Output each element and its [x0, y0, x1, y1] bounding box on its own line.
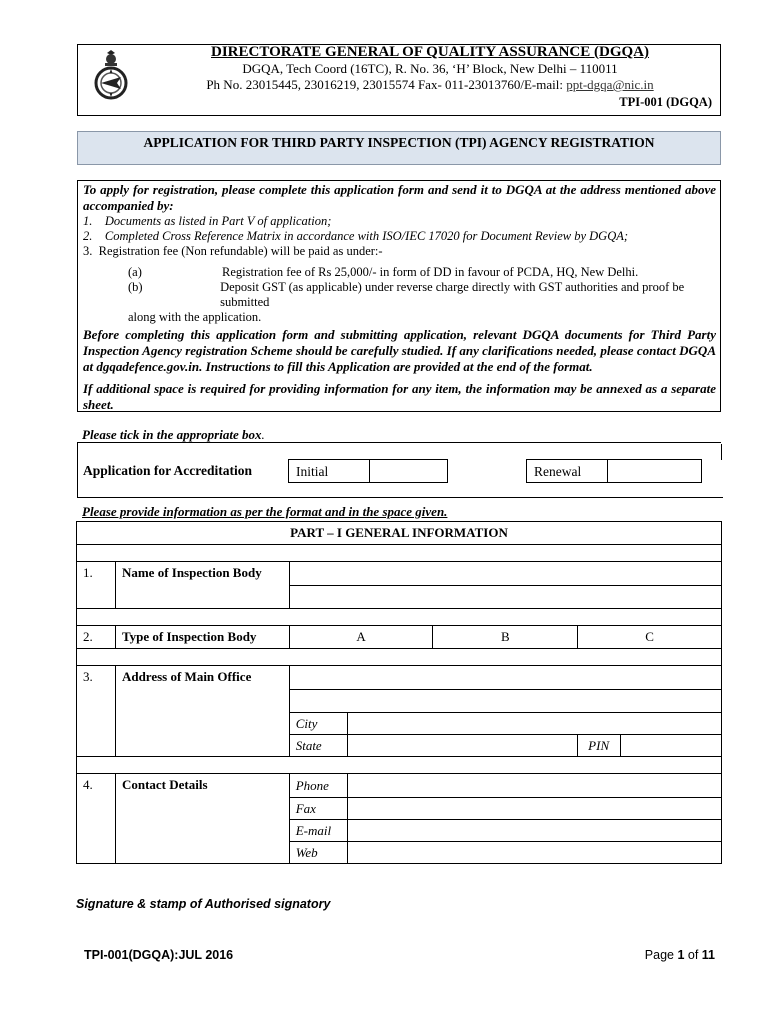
fee-item-a: (a) Registration fee of Rs 25,000/- in form of DD in favour of PCDA, HQ, New Delhi. — [128, 265, 639, 279]
row-number: 2. — [77, 626, 116, 649]
space-note: If additional space is required for providing information for any item, the information may be annexed as a separate sheet. — [83, 381, 716, 412]
email-label: E-mail — [289, 820, 347, 842]
divider — [721, 444, 722, 460]
pin-label: PIN — [578, 735, 621, 757]
row-number: 3. — [77, 666, 116, 757]
pin-input[interactable] — [621, 735, 722, 757]
initial-label: Initial — [289, 460, 370, 482]
tick-note: Please tick in the appropriate box. — [82, 427, 265, 442]
header-contact — [150, 77, 710, 93]
footer-form-code: TPI-001(DGQA):JUL 2016 — [84, 948, 234, 962]
spacer-row — [77, 545, 722, 562]
list-item: 1. Documents as listed in Part V of application; — [83, 214, 332, 228]
form-code: TPI-001 (DGQA) — [619, 95, 712, 109]
header-email-link[interactable]: ppt-dgqa@nic.in — [566, 77, 654, 92]
address-line-1-input[interactable] — [289, 666, 721, 690]
email-input[interactable] — [347, 820, 721, 842]
address-of-main-office-label: Address of Main Office — [115, 666, 289, 757]
state-label: State — [289, 735, 347, 757]
name-of-inspection-body-input[interactable] — [289, 562, 721, 586]
city-label: City — [289, 713, 347, 735]
renewal-label: Renewal — [527, 460, 608, 482]
accreditation-label: Application for Accreditation — [83, 463, 252, 478]
before-note: Before completing this application form and submitting application, relevant DGQA documents for Third Party Inspection Agency registration Scheme should be carefully studied. If any clarifications needed, please contact DGQA at dgqadefence.gov.in. Instructions to fill this Application are provided at the end of the format. — [83, 327, 716, 374]
fax-label: Fax — [289, 798, 347, 820]
application-title: APPLICATION FOR THIRD PARTY INSPECTION (TPI) AGENCY REGISTRATION — [77, 131, 721, 165]
dgqa-emblem-icon — [84, 47, 138, 101]
list-item: 3. Registration fee (Non refundable) will be paid as under:- — [83, 244, 383, 258]
city-input[interactable] — [347, 713, 721, 735]
initial-checkbox[interactable] — [370, 460, 447, 482]
row-number: 1. — [77, 562, 116, 609]
initial-option — [288, 459, 448, 483]
spacer-row — [77, 757, 722, 774]
provide-note: Please provide information as per the format and in the space given. — [82, 504, 448, 519]
web-label: Web — [289, 842, 347, 864]
address-line-2-input[interactable] — [289, 690, 721, 713]
fee-item-b-cont: along with the application. — [128, 310, 262, 324]
list-item: 2. Completed Cross Reference Matrix in accordance with ISO/IEC 17020 for Document Review by DGQA; — [83, 229, 629, 243]
type-c-option[interactable]: C — [578, 626, 722, 649]
general-information-table — [76, 521, 722, 864]
contact-details-label: Contact Details — [115, 774, 289, 864]
spacer-row — [77, 609, 722, 626]
type-b-option[interactable]: B — [433, 626, 578, 649]
state-input[interactable] — [347, 735, 578, 757]
part-1-heading: PART – I GENERAL INFORMATION — [77, 522, 722, 545]
phone-input[interactable] — [347, 774, 721, 798]
header-address: DGQA, Tech Coord (16TC), R. No. 36, ‘H’ Block, New Delhi – 110011 — [242, 61, 618, 76]
row-number: 4. — [77, 774, 116, 864]
header-phone: Ph No. 23015445, 23016219, 23015574 Fax- 011-23013760/E-mail: — [206, 77, 567, 92]
instructions-box — [77, 180, 721, 412]
name-of-inspection-body-label: Name of Inspection Body — [115, 562, 289, 609]
type-of-inspection-body-label: Type of Inspection Body — [115, 626, 289, 649]
web-input[interactable] — [347, 842, 721, 864]
fax-input[interactable] — [347, 798, 721, 820]
phone-label: Phone — [289, 774, 347, 798]
instructions-intro: To apply for registration, please complete this application form and send it to DGQA at the address mentioned above accompanied by: — [83, 182, 716, 213]
renewal-option — [526, 459, 702, 483]
footer-page-number: Page 1 of 11 — [644, 948, 715, 962]
name-of-inspection-body-input-2[interactable] — [289, 586, 721, 609]
signature-label: Signature & stamp of Authorised signatory — [76, 897, 331, 911]
fee-item-b: (b) Deposit GST (as applicable) under reverse charge directly with GST authorities and proof be submitted — [128, 280, 685, 309]
page-title: DIRECTORATE GENERAL OF QUALITY ASSURANCE (DGQA) — [211, 44, 649, 60]
spacer-row — [77, 649, 722, 666]
renewal-checkbox[interactable] — [608, 460, 701, 482]
type-a-option[interactable]: A — [289, 626, 433, 649]
